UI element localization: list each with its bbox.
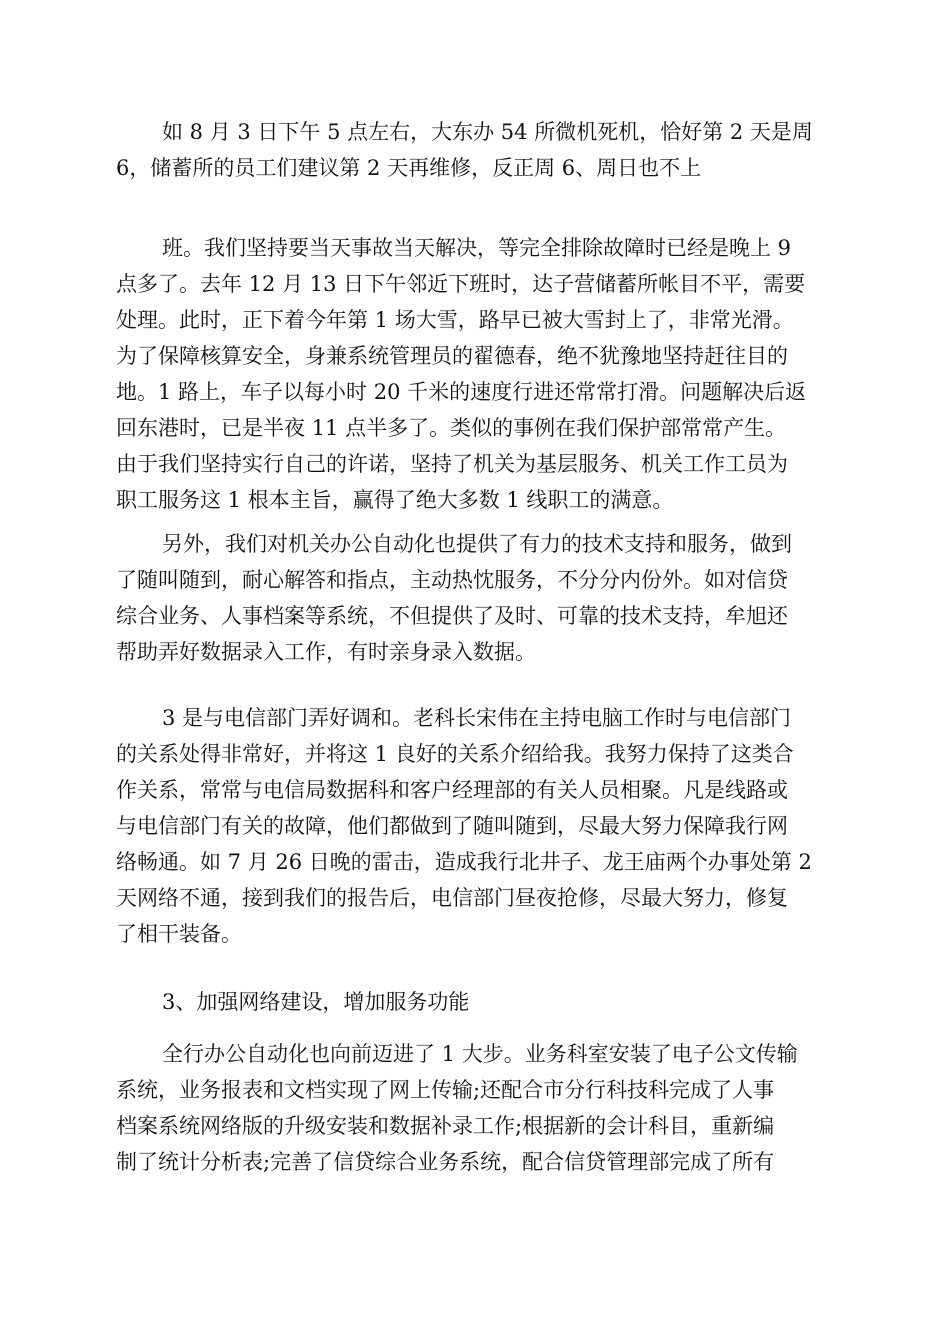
text-line: 由于我们坚持实行自己的许诺，坚持了机关为基层服务、机关工作工员为 bbox=[116, 452, 788, 476]
text-line: 作关系，常常与电信局数据科和客户经理部的有关人员相聚。凡是线路或 bbox=[116, 778, 788, 802]
text-line: 全行办公自动化也向前迈进了 1 大步。业务科室安装了电子公文传输 bbox=[162, 1042, 798, 1066]
text-line: 帮助弄好数据录入工作，有时亲身录入数据。 bbox=[116, 640, 536, 664]
text-line: 的关系处得非常好，并将这 1 良好的关系介绍给我。我努力保持了这类合 bbox=[116, 742, 794, 766]
paragraph-telecom-coordination bbox=[116, 700, 836, 952]
text-line: 天网络不通，接到我们的报告后，电信部门昼夜抢修，尽最大努力，修复 bbox=[116, 886, 788, 910]
text-line: 档案系统网络版的升级安装和数据补录工作;根据新的会计科目，重新编 bbox=[116, 1114, 775, 1138]
text-line: 点多了。去年 12 月 13 日下午邻近下班时，达子营储蓄所帐目不平，需要 bbox=[116, 272, 806, 296]
text-line: 处理。此时，正下着今年第 1 场大雪，路早已被大雪封上了，非常光滑。 bbox=[116, 308, 794, 332]
text-line: 与电信部门有关的故障，他们都做到了随叫随到，尽最大努力保障我行网 bbox=[116, 814, 788, 838]
text-line: 制了统计分析表;完善了信贷综合业务系统，配合信贷管理部完成了所有 bbox=[116, 1150, 775, 1174]
paragraph-network-construction bbox=[116, 1036, 836, 1180]
text-line: 班。我们坚持要当天事故当天解决，等完全排除故障时已经是晚上 9 bbox=[162, 236, 792, 260]
text-line: 6，储蓄所的员工们建议第 2 天再维修，反正周 6、周日也不上 bbox=[116, 156, 702, 180]
text-line: 回东港时，已是半夜 11 点半多了。类似的事例在我们保护部常常产生。 bbox=[116, 416, 787, 440]
text-line: 如 8 月 3 日下午 5 点左右，大东办 54 所微机死机，恰好第 2 天是周 bbox=[162, 120, 813, 144]
text-line: 3 是与电信部门弄好调和。老科长宋伟在主持电脑工作时与电信部门 bbox=[162, 706, 792, 730]
section-heading-text: 3、加强网络建设，增加服务功能 bbox=[162, 990, 470, 1014]
text-line: 综合业务、人事档案等系统，不但提供了及时、可靠的技术支持，牟旭还 bbox=[116, 604, 788, 628]
text-line: 地。1 路上，车子以每小时 20 千米的速度行进还常常打滑。问题解决后返 bbox=[116, 380, 807, 404]
paragraph-same-day-fix bbox=[116, 230, 836, 518]
text-line: 络畅通。如 7 月 26 日晚的雷击，造成我行北井子、龙王庙两个办事处第 2 bbox=[116, 850, 812, 874]
text-line: 另外，我们对机关办公自动化也提供了有力的技术支持和服务，做到 bbox=[162, 532, 792, 556]
text-line: 为了保障核算安全，身兼系统管理员的翟德春，绝不犹豫地坚持赶往目的 bbox=[116, 344, 788, 368]
paragraph-night-repair bbox=[116, 114, 836, 186]
text-line: 了相干装备。 bbox=[116, 922, 242, 946]
paragraph-office-automation-support bbox=[116, 526, 836, 670]
text-line: 职工服务这 1 根本主旨，赢得了绝大多数 1 线职工的满意。 bbox=[116, 488, 674, 512]
text-line: 了随叫随到，耐心解答和指点，主动热忱服务，不分分内份外。如对信贷 bbox=[116, 568, 788, 592]
section-heading bbox=[116, 984, 836, 1020]
text-line: 系统，业务报表和文档实现了网上传输;还配合市分行科技科完成了人事 bbox=[116, 1078, 775, 1102]
